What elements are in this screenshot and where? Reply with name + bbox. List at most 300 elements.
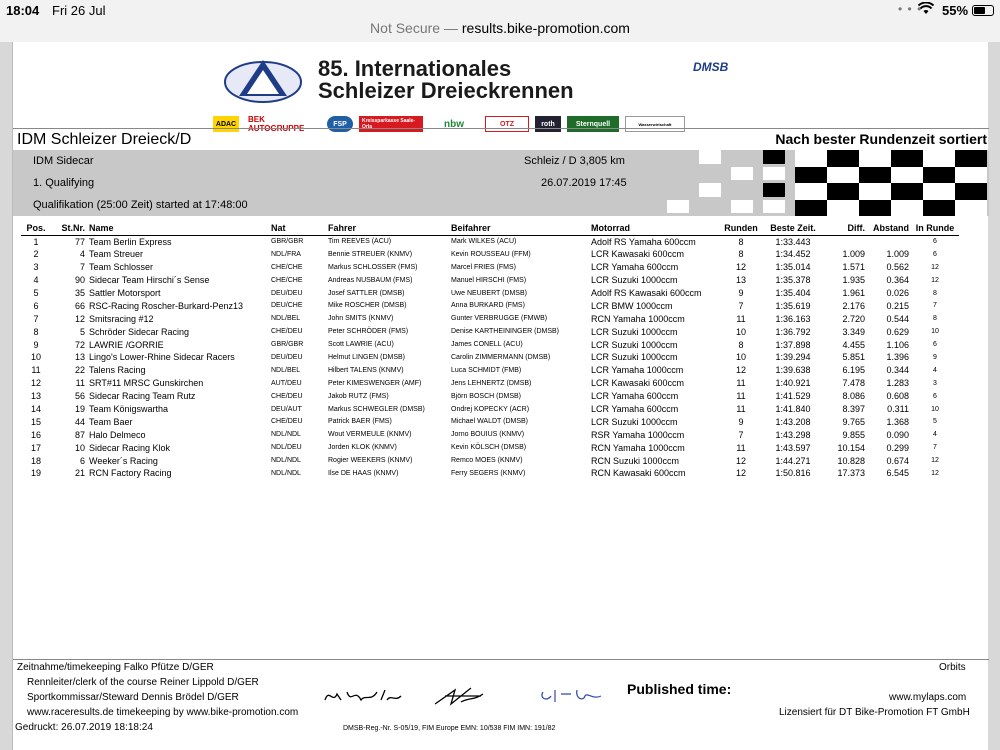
cell-passenger: Anna BURKARD (FMS) (451, 302, 525, 310)
cell-diff: 1.961 (842, 288, 865, 298)
flag-square (923, 183, 955, 200)
mylaps-link[interactable]: www.mylaps.com (889, 692, 967, 703)
cell-driver: Scott LAWRIE (ACU) (328, 341, 394, 349)
cell-passenger: Ferry SEGERS (KNMV) (451, 469, 526, 477)
table-row (21, 338, 959, 351)
table-row (21, 274, 959, 287)
session-info-panel (13, 150, 989, 216)
col-passenger: Beifahrer (449, 222, 589, 235)
table-row (21, 415, 959, 428)
cell-nat: AUT/DEU (271, 379, 302, 387)
cell-laps: 11 (736, 404, 746, 415)
sponsor-bek: BEK AUTOGRUPPE (248, 115, 305, 133)
cell-diff (823, 235, 867, 248)
flag-square (795, 200, 827, 217)
table-row (21, 390, 959, 403)
cell-nr: 4 (79, 249, 85, 260)
cell-diff: 9.855 (842, 429, 865, 440)
cell-diff: 1.935 (842, 275, 865, 286)
session-name: 1. Qualifying (33, 177, 95, 189)
cell-driver: Markus SCHWEGLER (DMSB) (328, 405, 425, 413)
cell-pos: 14 (30, 404, 41, 415)
cell-diff: 17.373 (837, 468, 865, 479)
col-laps: Runden (719, 222, 763, 235)
table-row (21, 287, 959, 300)
sponsor-otz: OTZ (485, 116, 529, 132)
cell-pos: 1 (33, 236, 39, 247)
cell-bike: LCR Kawasaki 600ccm (591, 378, 685, 389)
cell-best: 1:35.404 (775, 288, 811, 298)
table-row (21, 364, 959, 377)
flag-square (891, 200, 923, 217)
cell-gap: 1.283 (886, 378, 909, 389)
cell-driver: Peter KIMESWENGER (AMF) (328, 379, 422, 387)
table-row (21, 441, 959, 454)
flag-square (795, 150, 827, 167)
registration-number: DMSB-Reg.-Nr. S-05/19, FIM Europe EMN: 10/538 FIM IMN: 191/82 (343, 725, 556, 732)
cell-passenger: Kevin ROUSSEAU (FFM) (451, 250, 531, 258)
cell-best: 1:37.898 (775, 339, 811, 350)
cell-bike: Adolf RS Kawasaki 600ccm (591, 288, 702, 298)
cell-nat: DEU/DEU (271, 289, 303, 297)
cell-inlap: 10 (931, 328, 939, 336)
cell-name: RSC-Racing Roscher-Burkard-Penz13 (89, 300, 244, 311)
col-inlap: In Runde (911, 222, 959, 235)
cell-bike: LCR Kawasaki 600ccm (591, 249, 685, 260)
cell-laps: 13 (735, 275, 746, 286)
cell-nat: CHE/DEU (271, 418, 303, 426)
cell-driver: Wout VERMEULE (KNMV) (328, 431, 412, 439)
cell-bike: RCN Kawasaki 600ccm (591, 468, 686, 479)
cell-best: 1:33.443 (775, 236, 811, 247)
cell-name: Sidecar Racing Team Rutz (89, 391, 196, 402)
sponsor-kreissparkasse: Kreissparkasse Saale-Orla (359, 116, 423, 132)
cell-gap: 1.368 (886, 416, 909, 427)
cell-pos: 6 (33, 300, 39, 311)
battery-icon (972, 5, 994, 16)
published-time-label: Published time: (627, 681, 732, 697)
checkered-flag-graphic (635, 150, 989, 216)
sponsor-nbw: nbw (444, 118, 464, 130)
cell-nr: 11 (75, 378, 85, 389)
cell-diff: 8.086 (842, 391, 865, 402)
cell-driver: Josef SATTLER (DMSB) (328, 289, 405, 297)
cell-passenger: Uwe NEUBERT (DMSB) (451, 289, 527, 297)
cell-nr: 35 (74, 288, 85, 298)
class-name: IDM Sidecar (33, 155, 94, 167)
cell-name: Team Königswartha (89, 404, 169, 415)
cell-nat: CHE/CHE (271, 263, 303, 271)
signature-steward (431, 684, 491, 708)
sponsor-wasserwirtschaft: Wasserwirtschaft (625, 116, 685, 132)
cell-inlap: 8 (933, 289, 937, 297)
cell-driver: Jorden KLOK (KNMV) (328, 444, 397, 452)
cell-name: Smitsracing #12 (89, 313, 154, 324)
cell-pos: 19 (30, 468, 41, 479)
table-row (21, 325, 959, 338)
cell-inlap: 6 (933, 238, 937, 246)
cell-name: SRT#11 MRSC Gunskirchen (89, 378, 204, 389)
cell-pos: 18 (30, 455, 41, 466)
cell-nr: 12 (74, 313, 85, 324)
cell-nr: 13 (74, 352, 85, 363)
cell-passenger: Jens LEHNERTZ (DMSB) (451, 379, 532, 387)
cell-bike: LCR Yamaha 600ccm (591, 391, 679, 402)
flag-square (763, 150, 785, 164)
wifi-icon (918, 2, 934, 18)
cell-passenger: Björn BOSCH (DMSB) (451, 392, 522, 400)
flag-square (827, 167, 859, 184)
flag-square (827, 183, 859, 200)
cell-gap: 0.026 (886, 288, 909, 298)
cell-nr: 22 (74, 365, 85, 376)
col-pos: Pos. (21, 222, 51, 235)
cell-driver: Helmut LINGEN (DMSB) (328, 353, 406, 361)
col-name: Name (87, 222, 269, 235)
cell-nat: DEU/AUT (271, 405, 302, 413)
cell-driver: Markus SCHLOSSER (FMS) (328, 263, 418, 271)
cell-name: Sidecar Racing Klok (89, 442, 171, 453)
cell-inlap: 12 (931, 263, 939, 271)
cell-pos: 15 (30, 416, 41, 427)
cell-pos: 2 (33, 249, 39, 260)
cell-inlap: 3 (933, 379, 937, 387)
cell-pos: 13 (30, 391, 41, 402)
flag-square (859, 200, 891, 217)
flag-square (827, 150, 859, 167)
cell-passenger: Manuel HIRSCHI (FMS) (451, 276, 527, 284)
flag-square (859, 167, 891, 184)
cell-nr: 90 (74, 275, 85, 286)
table-row (21, 428, 959, 441)
cell-passenger: Mark WILKES (ACU) (451, 238, 517, 246)
table-row (21, 454, 959, 467)
cell-diff: 1.571 (842, 262, 865, 273)
flag-square (667, 200, 689, 214)
cell-pos: 8 (33, 326, 39, 337)
cell-passenger: Marcel FRIES (FMS) (451, 263, 516, 271)
cell-laps: 12 (735, 262, 746, 273)
document-viewer[interactable] (0, 42, 1000, 750)
cell-inlap: 8 (933, 315, 937, 323)
cell-diff: 9.765 (842, 416, 865, 427)
cell-passenger: James CONELL (ACU) (451, 341, 523, 349)
cell-gap: 0.215 (886, 300, 909, 311)
cell-best: 1:41.840 (775, 404, 811, 415)
cell-bike: RSR Yamaha 1000ccm (591, 429, 685, 440)
cell-diff: 3.349 (842, 326, 865, 337)
table-row (21, 235, 959, 248)
cell-inlap: 6 (933, 341, 937, 349)
cell-gap: 1.009 (886, 249, 909, 260)
cell-driver: Patrick BAER (FMS) (328, 418, 392, 426)
event-title-line1: 85. Internationales (318, 56, 512, 81)
cell-passenger: Ondrej KOPECKY (ACR) (451, 405, 530, 413)
sponsor-sternquell: Sternquell (567, 116, 619, 132)
cell-laps: 12 (735, 468, 746, 479)
cell-name: Lingo's Lower-Rhine Sidecar Racers (89, 352, 235, 363)
cell-best: 1:43.597 (775, 442, 811, 453)
results-table-header (21, 222, 959, 235)
cell-laps: 10 (735, 352, 746, 363)
cell-bike: LCR Yamaha 1000ccm (591, 365, 684, 376)
flag-square (699, 150, 721, 164)
col-diff: Diff. (823, 222, 867, 235)
cell-name: Sattler Motorsport (89, 288, 161, 298)
clerk: Rennleiter/clerk of the course Reiner Lippold D/GER (27, 677, 259, 688)
cell-name: Sidecar Team Hirschi´s Sense (89, 275, 210, 286)
cell-nat: NDL/DEU (271, 444, 302, 452)
cell-best: 1:39.638 (775, 365, 811, 376)
cell-gap (867, 235, 911, 248)
cell-passenger: Carolin ZIMMERMANN (DMSB) (451, 353, 551, 361)
cell-laps: 8 (738, 249, 744, 260)
cell-pos: 11 (31, 365, 41, 376)
license-note: Lizensiert für DT Bike-Promotion FT GmbH (779, 707, 970, 718)
signature-clerk (321, 684, 411, 708)
cell-bike: LCR Yamaha 600ccm (591, 262, 679, 273)
cell-pos: 10 (30, 352, 41, 363)
cell-nat: NDL/NDL (271, 457, 301, 465)
cell-diff: 2.720 (842, 313, 865, 324)
flag-square (859, 150, 891, 167)
flag-square (891, 150, 923, 167)
cell-driver: Ilse DE HAAS (KNMV) (328, 469, 399, 477)
cell-best: 1:50.816 (775, 468, 811, 479)
cell-laps: 11 (736, 378, 746, 389)
cell-gap: 0.629 (886, 326, 909, 337)
timekeeping: Zeitnahme/timekeeping Falko Pfütze D/GER (17, 662, 214, 673)
printed-date: Gedruckt: 26.07.2019 18:18:24 (15, 722, 153, 733)
cell-inlap: 6 (933, 392, 937, 400)
cell-gap: 0.562 (886, 262, 909, 273)
cell-bike: LCR BMW 1000ccm (591, 300, 673, 311)
flag-square (955, 200, 987, 217)
flag-square (955, 167, 987, 184)
address-bar[interactable] (0, 20, 1000, 42)
cell-nr: 5 (79, 326, 85, 337)
cell-driver: Andreas NUSBAUM (FMS) (328, 276, 413, 284)
cell-name: Team Berlin Express (89, 236, 172, 247)
cell-gap: 0.090 (886, 429, 909, 440)
cell-gap: 0.311 (887, 404, 909, 415)
status-time: 18:04 (6, 3, 40, 18)
cell-pos: 4 (33, 275, 39, 286)
cell-passenger: Remco MOES (KNMV) (451, 457, 523, 465)
venue: Schleiz / D 3,805 km (524, 155, 625, 167)
cell-name: Team Baer (89, 416, 133, 427)
cell-pos: 9 (33, 339, 39, 350)
cell-pos: 17 (30, 442, 41, 453)
cell-nr: 44 (74, 416, 85, 427)
cell-bike: LCR Suzuki 1000ccm (591, 416, 678, 427)
cell-diff: 10.828 (837, 455, 865, 466)
cell-nr: 19 (74, 404, 85, 415)
cell-inlap: 4 (933, 431, 937, 439)
cell-gap: 0.344 (886, 365, 909, 376)
cell-diff: 5.851 (842, 352, 865, 363)
multitask-dots-icon[interactable]: • • • (898, 2, 923, 16)
flag-square (923, 150, 955, 167)
cell-nr: 6 (79, 455, 85, 466)
cell-inlap: 9 (933, 353, 937, 361)
cell-laps: 7 (738, 300, 744, 311)
sort-note: Nach bester Rundenzeit sortiert (775, 131, 987, 147)
cell-bike: LCR Suzuki 1000ccm (591, 275, 678, 286)
results-sheet (12, 42, 988, 750)
cell-laps: 9 (738, 416, 744, 427)
cell-inlap: 12 (931, 457, 939, 465)
results-table (21, 222, 959, 480)
cell-diff: 6.195 (842, 365, 865, 376)
cell-laps: 9 (738, 288, 744, 298)
cell-pos: 3 (33, 262, 39, 273)
cell-diff: 7.478 (842, 378, 865, 389)
cell-diff: 8.397 (842, 404, 865, 415)
cell-inlap: 7 (933, 302, 937, 310)
sponsor-roth: roth (535, 116, 561, 132)
cell-name: Schröder Sidecar Racing (89, 326, 190, 337)
col-bike: Motorrad (589, 222, 719, 235)
cell-gap: 0.544 (886, 313, 909, 324)
cell-diff: 1.009 (842, 249, 865, 260)
steward: Sportkommissar/Steward Dennis Brödel D/GER (27, 692, 239, 703)
flag-square (795, 167, 827, 184)
cell-nat: DEU/CHE (271, 302, 303, 310)
cell-passenger: Kevin KÖLSCH (DMSB) (451, 444, 527, 452)
cell-nat: NDL/FRA (271, 250, 301, 258)
table-row (21, 377, 959, 390)
cell-passenger: Luca SCHMIDT (FMB) (451, 366, 522, 374)
cell-driver: Peter SCHRÖDER (FMS) (328, 328, 409, 336)
cell-laps: 11 (736, 313, 746, 324)
cell-bike: Adolf RS Yamaha 600ccm (591, 236, 696, 247)
col-nr: St.Nr. (51, 222, 87, 235)
flag-square (891, 183, 923, 200)
battery-percent: 55% (942, 3, 969, 18)
cell-name: LAWRIE /GORRIE (89, 339, 164, 350)
table-row (21, 248, 959, 261)
cell-diff: 2.176 (842, 300, 865, 311)
dmsb-logo: DMSB (693, 60, 729, 74)
flag-square (955, 150, 987, 167)
cell-inlap: 7 (933, 444, 937, 452)
cell-gap: 0.608 (886, 391, 909, 402)
cell-bike: LCR Suzuki 1000ccm (591, 339, 678, 350)
cell-nr: 21 (74, 468, 85, 479)
cell-inlap: 12 (931, 469, 939, 477)
cell-bike: RCN Suzuki 1000ccm (591, 455, 680, 466)
ios-status-bar (0, 0, 1000, 20)
flag-square (763, 183, 785, 197)
flag-square (955, 183, 987, 200)
table-row (21, 403, 959, 416)
cell-pos: 7 (33, 313, 39, 324)
cell-driver: Hilbert TALENS (KNMV) (328, 366, 404, 374)
cell-nr: 87 (74, 429, 85, 440)
event-title (318, 58, 574, 102)
cell-nat: GBR/GBR (271, 341, 304, 349)
url-host: results.bike-promotion.com (461, 20, 630, 36)
cell-bike: RCN Yamaha 1000ccm (591, 313, 685, 324)
cell-nr: 77 (74, 236, 85, 247)
cell-nat: NDL/NDL (271, 431, 301, 439)
triangle-logo-icon (223, 56, 303, 104)
cell-bike: RCN Yamaha 1000ccm (591, 442, 685, 453)
flag-square (891, 167, 923, 184)
cell-nr: 7 (79, 262, 85, 273)
cell-nat: CHE/CHE (271, 276, 303, 284)
cell-laps: 10 (735, 326, 746, 337)
cell-nr: 72 (74, 339, 85, 350)
cell-name: Team Streuer (89, 249, 144, 260)
cell-laps: 11 (736, 391, 746, 402)
cell-nat: NDL/NDL (271, 469, 301, 477)
session-detail: Qualifikation (25:00 Zeit) started at 17:48:00 (33, 199, 248, 211)
cell-nr: 10 (74, 442, 85, 453)
table-row (21, 351, 959, 364)
col-nat: Nat (269, 222, 326, 235)
cell-laps: 8 (738, 236, 744, 247)
cell-name: Talens Racing (89, 365, 146, 376)
flag-square (859, 183, 891, 200)
security-label: Not Secure — (370, 20, 458, 36)
cell-nat: NDL/BEL (271, 315, 301, 323)
cell-passenger: Gunter VERBRUGGE (FMWB) (451, 315, 548, 323)
cell-nat: GBR/GBR (271, 238, 304, 246)
cell-nat: DEU/DEU (271, 353, 303, 361)
cell-laps: 11 (736, 442, 746, 453)
flag-square (923, 167, 955, 184)
cell-best: 1:43.208 (775, 416, 811, 427)
cell-best: 1:34.452 (775, 249, 811, 260)
status-date: Fri 26 Jul (52, 3, 106, 18)
cell-nr: 56 (74, 391, 85, 402)
flag-square (731, 200, 753, 214)
results-footer (13, 659, 989, 750)
cell-gap: 0.674 (886, 455, 909, 466)
cell-diff: 10.154 (837, 442, 865, 453)
cell-best: 1:40.921 (775, 378, 811, 389)
cell-best: 1:39.294 (775, 352, 811, 363)
cell-gap: 6.545 (886, 468, 909, 479)
cell-laps: 12 (735, 455, 746, 466)
track-title: IDM Schleizer Dreieck/D (17, 131, 192, 148)
cell-name: RCN Factory Racing (89, 468, 172, 479)
table-row (21, 299, 959, 312)
cell-best: 1:35.014 (775, 262, 811, 273)
cell-nr: 66 (74, 300, 85, 311)
cell-driver: Tim REEVES (ACU) (328, 238, 392, 246)
cell-pos: 12 (30, 378, 41, 389)
cell-best: 1:41.529 (775, 391, 811, 402)
event-title-line2: Schleizer Dreieckrennen (318, 78, 574, 103)
flag-square (731, 167, 753, 181)
cell-nat: CHE/DEU (271, 328, 303, 336)
cell-pos: 5 (33, 288, 39, 298)
cell-driver: John SMITS (KNMV) (328, 315, 394, 323)
cell-best: 1:36.792 (775, 326, 811, 337)
sponsor-fsp: FSP (327, 116, 353, 132)
cell-gap: 0.299 (886, 442, 909, 453)
cell-pos: 16 (30, 429, 41, 440)
table-row (21, 261, 959, 274)
cell-driver: Rogier WEEKERS (KNMV) (328, 457, 413, 465)
cell-gap: 0.364 (886, 275, 909, 286)
signature-timekeeper (537, 684, 607, 708)
cell-gap: 1.106 (886, 339, 909, 350)
cell-bike: LCR Suzuki 1000ccm (591, 352, 678, 363)
